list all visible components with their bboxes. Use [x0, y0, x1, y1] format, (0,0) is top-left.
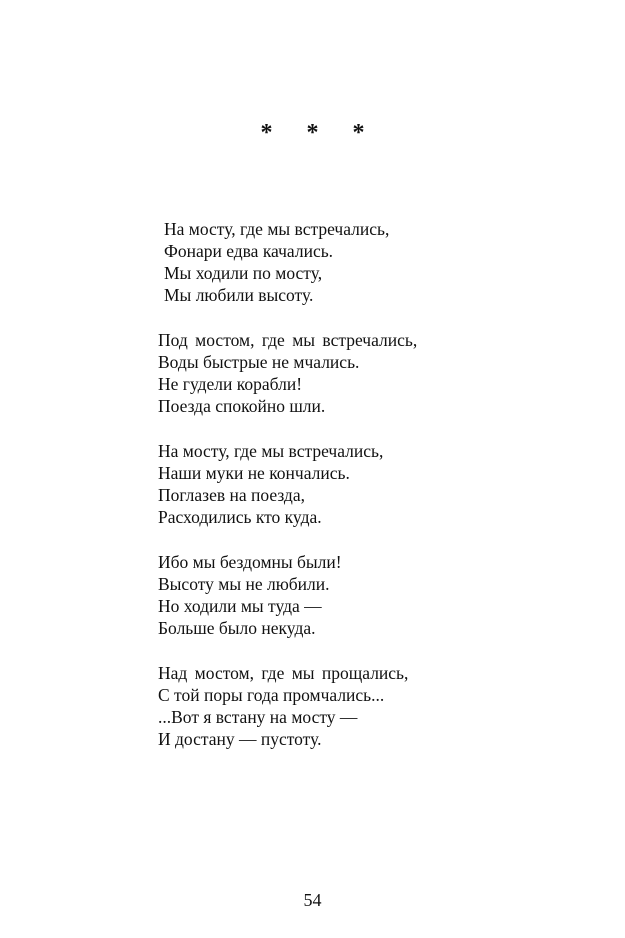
poem-line: И достану — пустоту.	[158, 729, 322, 749]
poem-line: Воды быстрые не мчались.	[158, 352, 360, 372]
stanza-3	[158, 440, 598, 528]
poem-line: На мосту, где мы встречались,	[164, 219, 390, 239]
poem-line: На мосту, где мы встречались,	[158, 441, 384, 461]
poem-line: Под мостом, где мы встречались,	[158, 330, 418, 350]
poem-line: Мы любили высоту.	[164, 285, 314, 305]
poem-line: С той поры года промчались...	[158, 685, 385, 705]
stanza-4	[158, 551, 598, 639]
poem-line: Над мостом, где мы прощались,	[158, 663, 409, 683]
poem-line: Фонари едва качались.	[164, 241, 334, 261]
poem-line: Высоту мы не любили.	[158, 574, 330, 594]
stanza-5	[158, 662, 598, 750]
poem-line: Поезда спокойно шли.	[158, 396, 326, 416]
poem-line: Поглазев на поезда,	[158, 485, 305, 505]
poem-line: Не гудели корабли!	[158, 374, 303, 394]
poem-line: Наши муки не кончались.	[158, 463, 350, 483]
poem-line: Ибо мы бездомны были!	[158, 552, 342, 572]
poem-line: Расходились кто куда.	[158, 507, 322, 527]
poem-line: Больше было некуда.	[158, 618, 316, 638]
page-number: 54	[303, 890, 322, 910]
stanza-2	[158, 329, 598, 417]
poem-line: ...Вот я встану на мосту —	[158, 707, 358, 727]
poem-line: Но ходили мы туда —	[158, 596, 322, 616]
poem	[158, 218, 598, 773]
stanza-separator: * * *	[260, 120, 379, 146]
stanza-1	[158, 218, 598, 306]
poem-line: Мы ходили по мосту,	[164, 263, 323, 283]
